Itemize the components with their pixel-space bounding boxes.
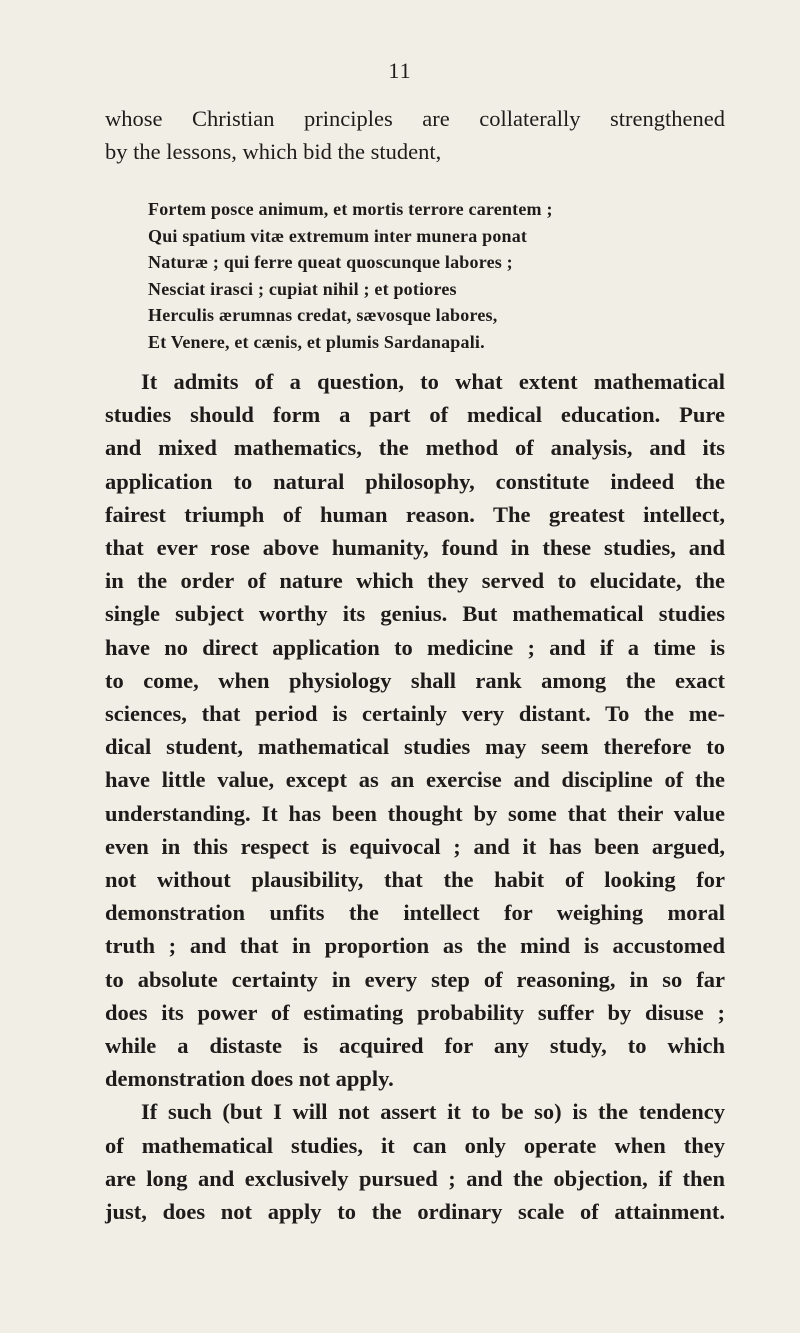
text-line: that ever rose above humanity, found in these studies, and — [105, 535, 725, 561]
lead-text — [105, 102, 725, 168]
text-line: while a distaste is acquired for any study, to which — [105, 1033, 725, 1059]
text-line: demonstration unfits the intellect for weighing moral — [105, 900, 725, 926]
quote-line: Qui spatium vitæ extremum inter munera ponat — [148, 225, 528, 246]
text-line: to absolute certainty in every step of reasoning, in so far — [105, 966, 725, 992]
page-number: 11 — [388, 58, 412, 83]
text-line: demonstration does not apply. — [105, 1066, 394, 1092]
quote-line: Nesciat irasci ; cupiat nihil ; et potiores — [148, 278, 457, 299]
text-line: of mathematical studies, it can only operate when they — [105, 1132, 725, 1158]
text-line: dical student, mathematical studies may seem therefore to — [105, 734, 725, 760]
text-line: not without plausibility, that the habit of looking for — [105, 867, 725, 893]
latin-quotation — [148, 196, 708, 355]
text-line: in the order of nature which they served to elucidate, the — [105, 568, 725, 594]
text-line: by the lessons, which bid the student, — [105, 139, 442, 164]
body-text — [105, 365, 725, 1228]
text-line: to come, when physiology shall rank among the exact — [105, 667, 725, 693]
quote-line: Naturæ ; qui ferre queat quoscunque labores ; — [148, 252, 513, 272]
text-line: are long and exclusively pursued ; and the objection, if then — [105, 1165, 725, 1191]
quote-line: Herculis ærumnas credat, sævosque labores, — [148, 305, 498, 325]
text-line: have little value, except as an exercise and discipline of the — [105, 767, 725, 793]
text-line: fairest triumph of human reason. The greatest intellect, — [105, 501, 725, 527]
text-line: single subject worthy its genius. But mathematical studies — [105, 601, 725, 627]
paragraph-mathematical-studies — [105, 365, 725, 1095]
text-line: application to natural philosophy, constitute indeed the — [105, 468, 725, 494]
paragraph-tendency — [105, 1095, 725, 1228]
text-line: and mixed mathematics, the method of analysis, and its — [105, 435, 725, 461]
text-line: sciences, that period is certainly very distant. To the me- — [105, 701, 725, 727]
text-line: truth ; and that in proportion as the mind is accustomed — [105, 933, 725, 959]
text-line: whose Christian principles are collaterally strengthened — [105, 106, 725, 131]
quote-line: Et Venere, et cænis, et plumis Sardanapali. — [148, 331, 485, 352]
text-line: studies should form a part of medical education. Pure — [105, 402, 725, 428]
quote-line: Fortem posce animum, et mortis terrore carentem ; — [148, 199, 553, 219]
text-line: just, does not apply to the ordinary scale of attainment. — [105, 1199, 725, 1225]
text-line: If such (but I will not assert it to be so) is the tendency — [141, 1099, 725, 1125]
text-line: have no direct application to medicine ; and if a time is — [105, 634, 725, 660]
text-line: even in this respect is equivocal ; and it has been argued, — [105, 833, 725, 859]
text-line: It admits of a question, to what extent mathematical — [141, 369, 725, 394]
text-line: does its power of estimating probability suffer by disuse ; — [105, 999, 725, 1025]
text-line: understanding. It has been thought by some that their value — [105, 800, 725, 826]
